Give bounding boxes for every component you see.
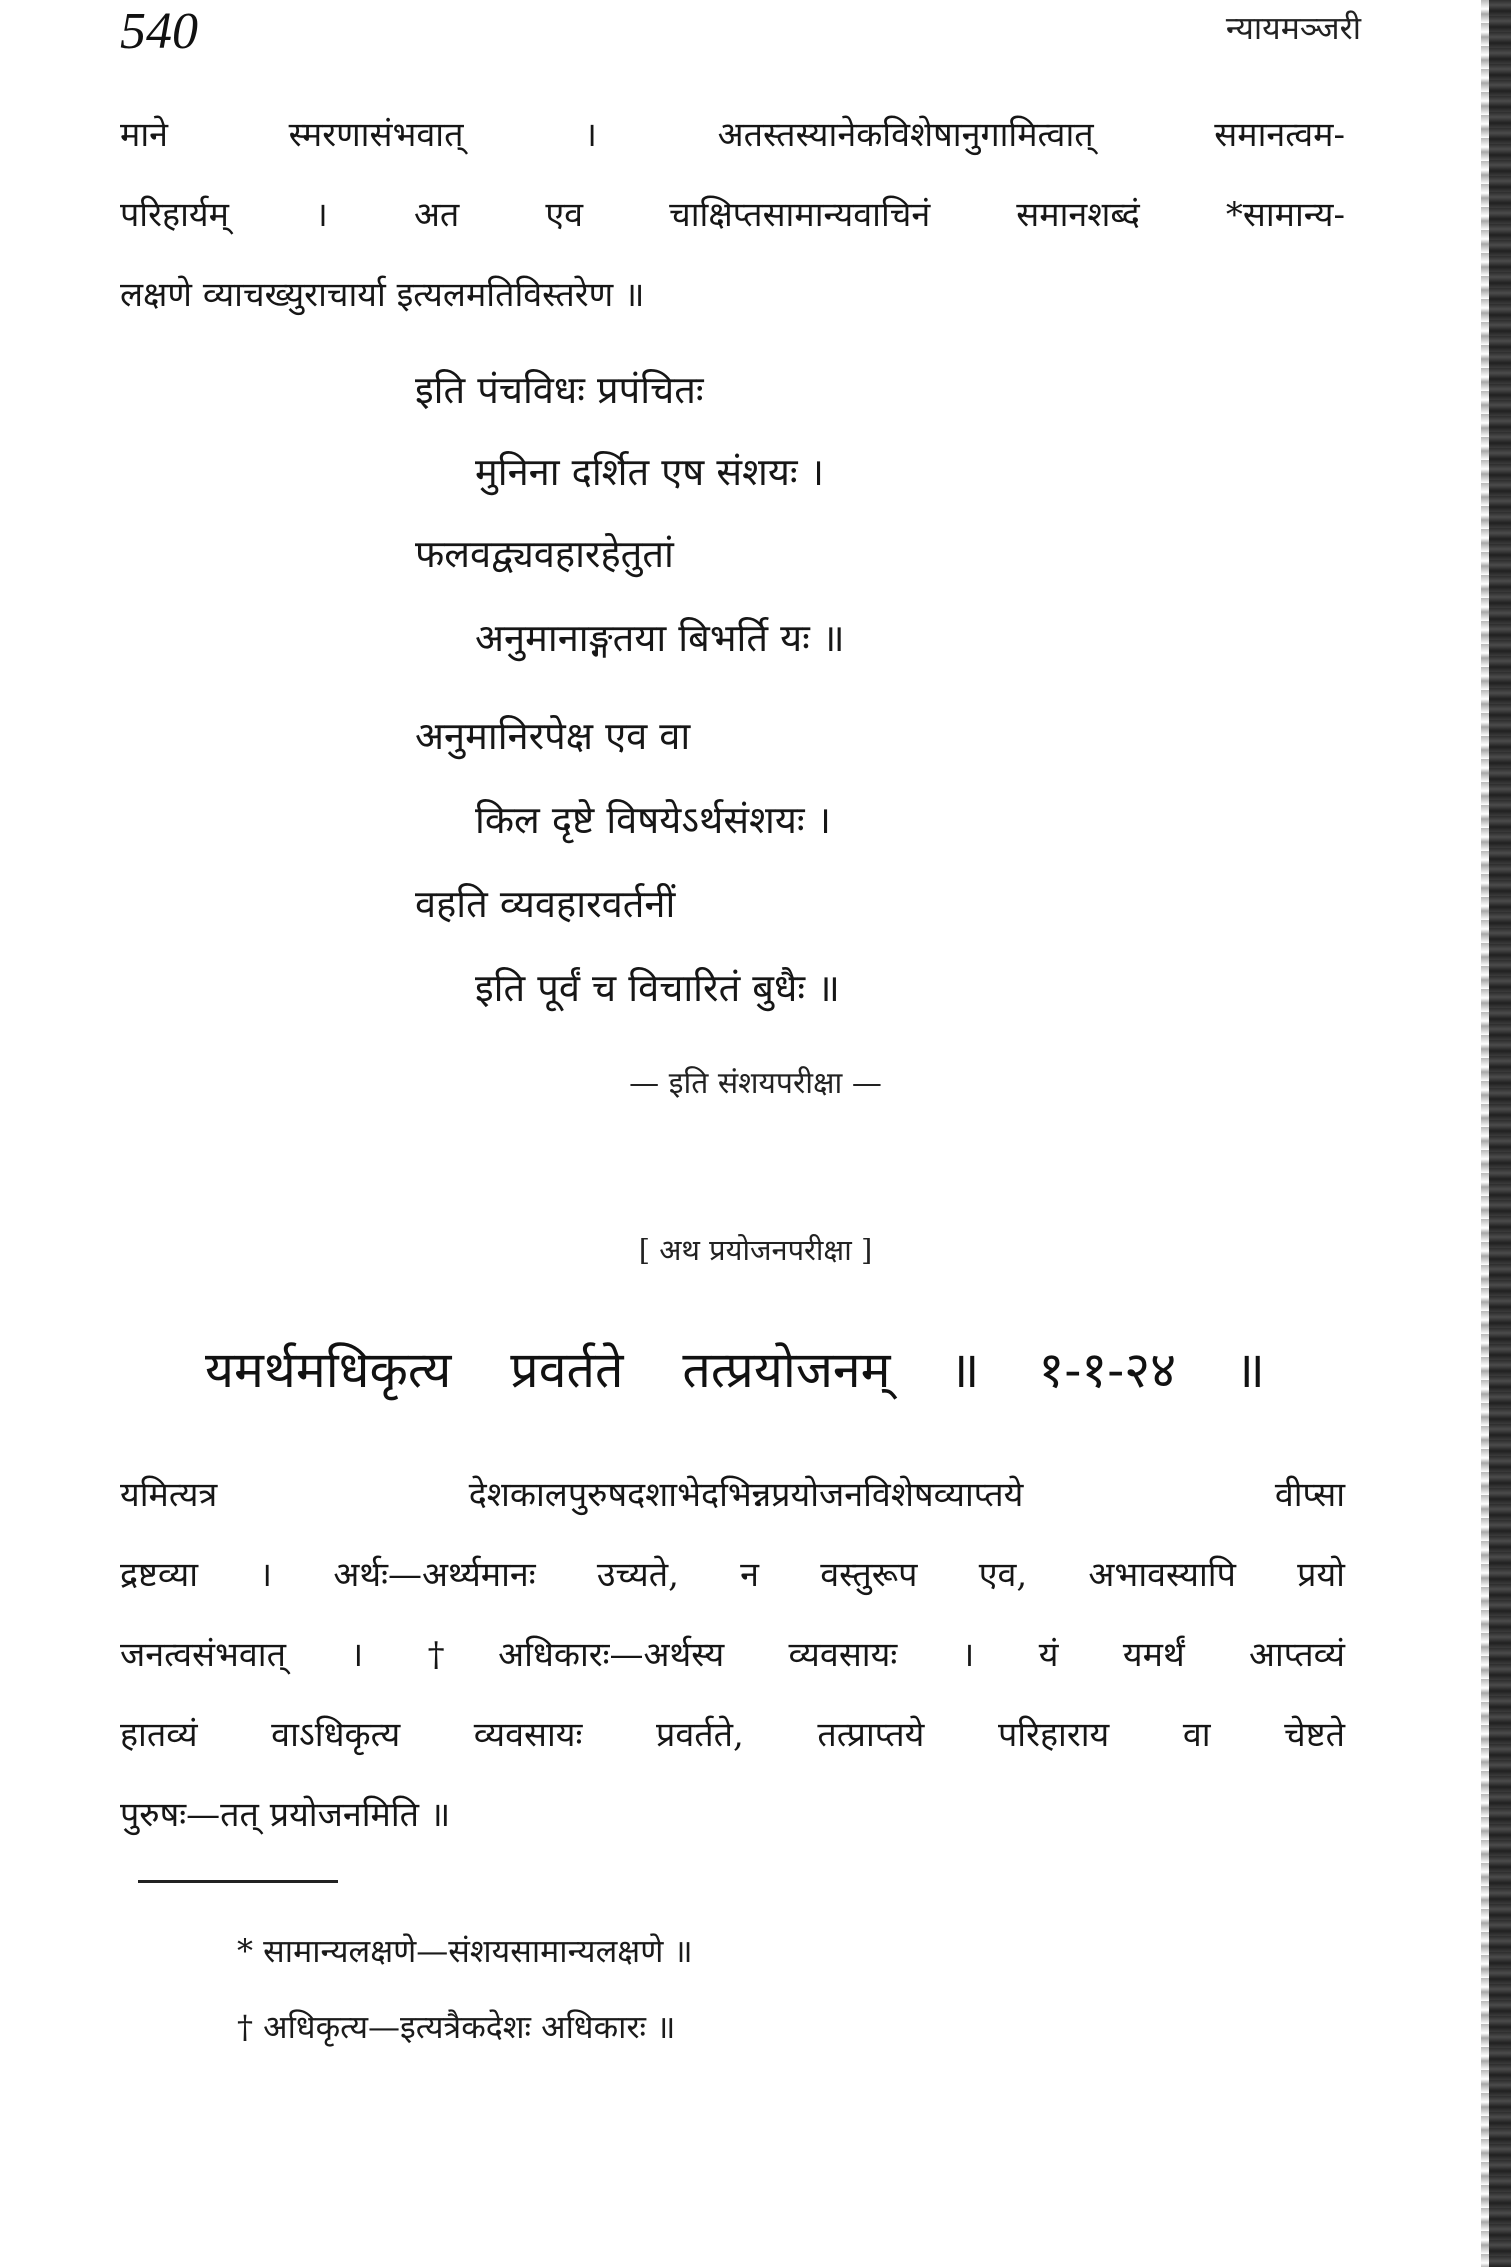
verse-line: अनुमानिरपेक्ष एव वा [415, 714, 691, 758]
footnote: * सामान्यलक्षणे—संशयसामान्यलक्षणे ॥ [237, 1932, 693, 1970]
paragraph-line: द्रष्टव्या । अर्थः—अर्थ्यमानः उच्यते, न वस्तुरूप एव, अभावस्यापि प्रयो [120, 1555, 1345, 1595]
paragraph-line: पुरुषः—तत् प्रयोजनमिति ॥ [120, 1795, 451, 1835]
running-title: न्यायमञ्जरी [1225, 9, 1361, 47]
footnote: † अधिकृत्य—इत्यत्रैकदेशः अधिकारः ॥ [237, 2008, 676, 2046]
verse-line: किल दृष्टे विषयेऽर्थसंशयः । [475, 798, 832, 842]
footnote-rule [138, 1880, 338, 1883]
commentary-paragraph [120, 1455, 1345, 1855]
paragraph-line: यमित्यत्र देशकालपुरुषदशाभेदभिन्नप्रयोजनविशेषव्याप्तये वीप्सा [120, 1475, 1345, 1515]
section-heading: [ अथ प्रयोजनपरीक्षा ] [638, 1233, 873, 1267]
page-edge-shadow [1481, 0, 1511, 2267]
paragraph-continuation [120, 95, 1345, 335]
page-number: 540 [120, 3, 198, 60]
sutra-heading: यमर्थमधिकृत्य प्रवर्तते तत्प्रयोजनम् ॥ १-१-२४ ॥ [205, 1341, 1265, 1399]
verse-line: इति पंचविधः प्रपंचितः [415, 368, 704, 412]
verse-line: मुनिना दर्शित एष संशयः । [475, 450, 825, 494]
verse-line: फलवद्व्यवहारहेतुतां [415, 532, 674, 576]
paragraph-line: लक्षणे व्याचख्युराचार्या इत्यलमतिविस्तरेण ॥ [120, 275, 645, 315]
verse-line: अनुमानाङ्गतया बिभर्ति यः ॥ [475, 616, 845, 660]
paragraph-line: परिहार्यम् । अत एव चाक्षिप्तसामान्यवाचिनं समानशब्दं *सामान्य- [120, 195, 1345, 235]
paragraph-line: जनत्वसंभवात् । †अधिकारः—अर्थस्य व्यवसायः । यं यमर्थं आप्तव्यं [120, 1635, 1345, 1675]
verse-line: इति पूर्वं च विचारितं बुधैः ॥ [475, 966, 840, 1010]
section-colophon: — इति संशयपरीक्षा — [629, 1066, 882, 1101]
paragraph-line: माने स्मरणासंभवात् । अतस्तस्यानेकविशेषानुगामित्वात् समानत्वम- [120, 115, 1345, 155]
paragraph-line: हातव्यं वाऽधिकृत्य व्यवसायः प्रवर्तते, तत्प्राप्तये परिहाराय वा चेष्टते [120, 1715, 1345, 1755]
verse-line: वहति व्यवहारवर्तनीं [415, 882, 676, 926]
